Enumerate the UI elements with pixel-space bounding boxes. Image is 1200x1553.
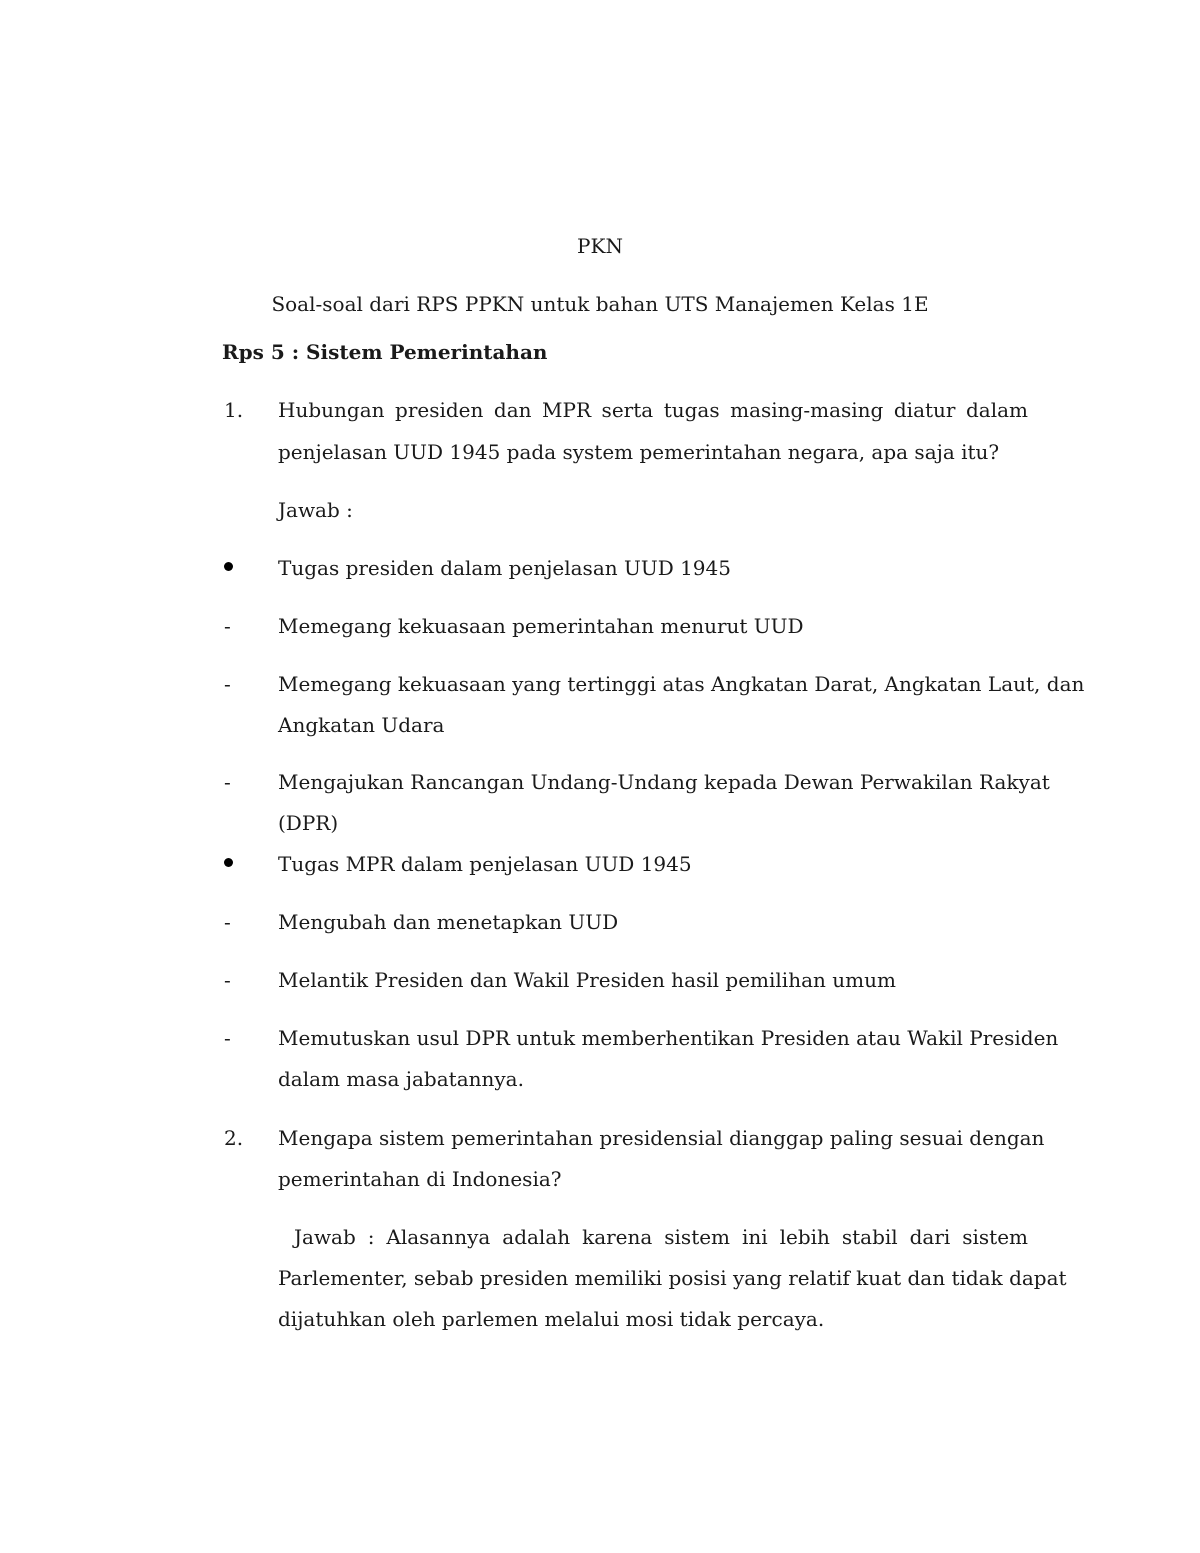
president-task-1: Memegang kekuasaan pemerintahan menurut UUD xyxy=(278,614,804,638)
president-task-2-line-2: Angkatan Udara xyxy=(278,713,445,737)
answer-2-line-1: Jawab : Alasannya adalah karena sistem ini lebih stabil dari sistem xyxy=(294,1225,1028,1249)
president-task-3-line-2: (DPR) xyxy=(278,811,339,835)
president-task-2-line-1: Memegang kekuasaan yang tertinggi atas Angkatan Darat, Angkatan Laut, dan xyxy=(278,672,1085,696)
mpr-task-1: Mengubah dan menetapkan UUD xyxy=(278,910,619,934)
president-tasks-heading: Tugas presiden dalam penjelasan UUD 1945 xyxy=(278,556,731,580)
answer-label: Jawab : xyxy=(278,498,353,522)
dash-marker: - xyxy=(224,672,231,696)
mpr-task-2: Melantik Presiden dan Wakil Presiden hasil pemilihan umum xyxy=(278,968,896,992)
dash-marker: - xyxy=(224,614,231,638)
question-2-number: 2. xyxy=(224,1126,244,1150)
dash-marker: - xyxy=(224,1026,231,1050)
mpr-task-3-line-2: dalam masa jabatannya. xyxy=(278,1067,524,1091)
mpr-task-3-line-1: Memutuskan usul DPR untuk memberhentikan Presiden atau Wakil Presiden xyxy=(278,1026,1059,1050)
answer-2-line-3: dijatuhkan oleh parlemen melalui mosi tidak percaya. xyxy=(278,1307,825,1331)
mpr-tasks-heading: Tugas MPR dalam penjelasan UUD 1945 xyxy=(278,852,692,876)
dash-marker: - xyxy=(224,910,231,934)
document-title: PKN xyxy=(577,234,623,258)
question-2-line-2: pemerintahan di Indonesia? xyxy=(278,1167,562,1191)
section-heading: Rps 5 : Sistem Pemerintahan xyxy=(222,340,548,364)
bullet-icon xyxy=(224,562,233,571)
question-1-number: 1. xyxy=(224,398,244,422)
dash-marker: - xyxy=(224,770,231,794)
question-1-line-2: penjelasan UUD 1945 pada system pemerintahan negara, apa saja itu? xyxy=(278,440,1000,464)
bullet-icon xyxy=(224,858,233,867)
question-1-line-1: Hubungan presiden dan MPR serta tugas masing-masing diatur dalam xyxy=(278,398,1028,422)
dash-marker: - xyxy=(224,968,231,992)
answer-2-line-2: Parlementer, sebab presiden memiliki posisi yang relatif kuat dan tidak dapat xyxy=(278,1266,1067,1290)
document-subtitle: Soal-soal dari RPS PPKN untuk bahan UTS Manajemen Kelas 1E xyxy=(271,292,929,316)
question-2-line-1: Mengapa sistem pemerintahan presidensial dianggap paling sesuai dengan xyxy=(278,1126,1045,1150)
president-task-3-line-1: Mengajukan Rancangan Undang-Undang kepada Dewan Perwakilan Rakyat xyxy=(278,770,1050,794)
